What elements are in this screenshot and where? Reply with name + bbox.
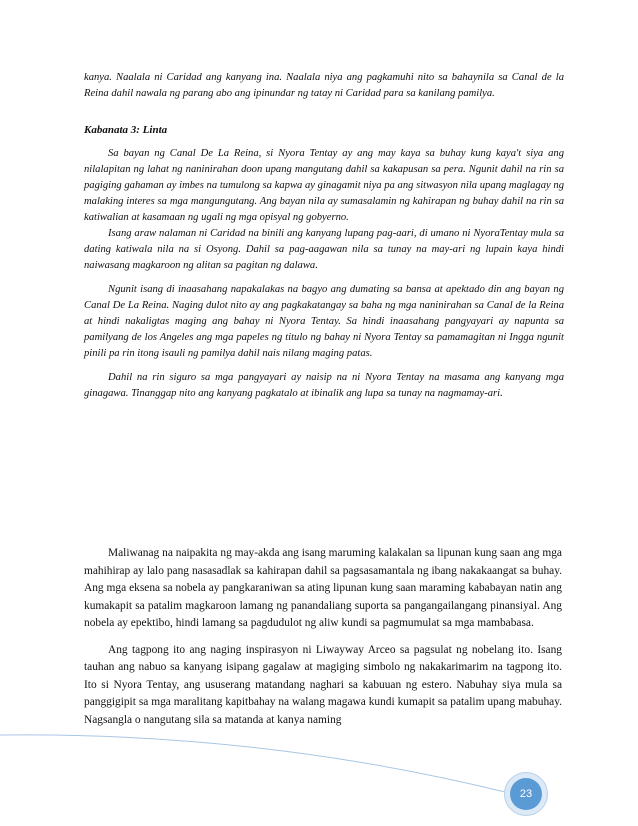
- intro-paragraph: kanya. Naalala ni Caridad ang kanyang ina. Naalala niya ang pagkamuhi nito sa bahaynila sa Canal de la Reina dahil nawala ng parang abo ang ipinundar ng tatay ni Caridad para sa kanilang pamilya.: [84, 72, 564, 99]
- chapter-title: Kabanata 3: Linta: [84, 124, 168, 136]
- chapter-paragraph-4: Dahil na rin siguro sa mga pangyayari ay naisip na ni Nyora Tentay na masama ang kanyang mga ginagawa. Tinanggap nito ang kanyang pagkatalo at ibinalik ang lupa sa tunay na nagmamay-ari.: [84, 372, 564, 399]
- chapter-paragraph-2: Isang araw nalaman ni Caridad na binili ang kanyang lupang pag-aari, di umano ni NyoraTentay mula sa dating katiwala nila na si Osyong. Dahil sa pag-aagawan nila sa tunay na may-ari ng lupain kaya hindi naiwasang magkaroon ng alitan sa pagitan ng dalawa.: [84, 228, 564, 271]
- chapter-paragraph-1: Sa bayan ng Canal De La Reina, si Nyora Tentay ay ang may kaya sa buhay kung kaya't siya ang nilalapitan ng lahat ng naninirahan doon upang mangutang dahil sa kakapusan sa pera. Ngunit dahil na rin sa pagiging gahaman ay imbes na tumulong sa kapwa ay ginagamit niya pa ang sitwasyon nila upang maglagay ng malaking interes sa mga mangungutang. Ang bayan nila ay sumasalamin ng kahirapan ng buhay dahil na rin sa katiwalian at kasamaan ng ugali ng mga opisyal ng gobyerno.: [84, 148, 564, 223]
- chapter-paragraph-3: Ngunit isang di inaasahang napakalakas na bagyo ang dumating sa bansa at apektado din ang bayan ng Canal De La Reina. Naging dulot nito ay ang pagkakatangay sa baha ng mga naninirahan sa Canal de la Reina at hindi nakaligtas maging ang bahay ni Nyora Tentay. Sa hindi inaasahang pangyayari ay napunta sa pamilyang de los Angeles ang mga papeles ng titulo ng bahay ni Nyora Tentay sa pamamagitan ni Ingga ngunit pinili pa rin itong isauli ng pamilya dahil nais nilang maging patas.: [84, 284, 564, 359]
- page-number-badge: 23: [510, 778, 542, 810]
- analysis-paragraph-2: Ang tagpong ito ang naging inspirasyon ni Liwayway Arceo sa pagsulat ng nobelang ito. Isang tauhan ang nabuo sa kanyang isipang gagalaw at magiging simbolo ng nakakarimarim na tagpong ito. Ito si Nyora Tentay, ang ususerang matandang naghari sa kabuuan ng estero. Nabuhay siya mula sa panggigipit sa mga maralitang kapitbahay na walang magawa kundi kumapit sa patalim upang mabuhay. Nagsangla o nangutang sila sa matanda at kanya naming: [84, 643, 562, 726]
- analysis-paragraph-1: Maliwanag na naipakita ng may-akda ang isang maruming kalakalan sa lipunan kung saan ang mga mahihirap ay lalo pang nasasadlak sa kahirapan dahil sa pagsasamantala ng ibang nakakaangat sa buhay. Ang mga eksena sa nobela ay pangkaraniwan sa ating lipunan kung saan maraming kababayan natin ang kumakapit sa patalim magkaroon lamang ng panandaliang suporta sa pangangailangang pinansiyal. Ang nobela ay epektibo, hindi lamang sa pagdudulot ng aliw kundi sa pagmumulat sa mga mambabasa.: [84, 547, 562, 629]
- analysis-section: [84, 545, 562, 729]
- chapter-summary: [84, 70, 564, 402]
